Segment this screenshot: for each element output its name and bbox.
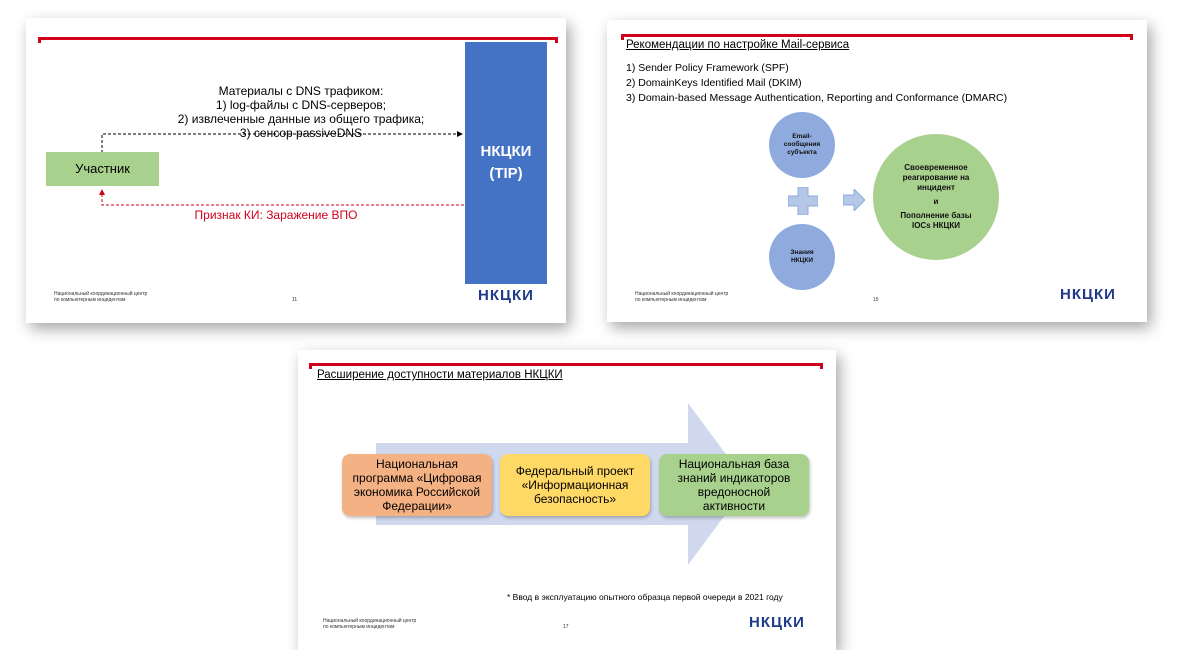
right-arrow-icon xyxy=(843,189,865,211)
slide-right-red-bar xyxy=(1130,34,1133,40)
slide-title: Рекомендации по настройке Mail-сервиса xyxy=(626,39,850,51)
footer-line: Национальный координационный центр xyxy=(54,291,148,297)
project-box xyxy=(500,454,650,516)
red-dashed-arrow-icon xyxy=(102,190,464,205)
project-box-label: Федеральный проект «Информационная безопасность» xyxy=(515,464,635,506)
email-circle-label: Email-сообщения субъекта xyxy=(783,133,821,156)
slide-mail-recommendations xyxy=(607,20,1147,322)
slide-left-red-bar xyxy=(309,363,312,369)
slide-left-red-bar xyxy=(621,34,624,40)
slide-top-red-bar xyxy=(621,34,1133,37)
footer-org xyxy=(54,291,147,303)
result-line-1: Своевременное реагирование на инцидент xyxy=(902,163,970,192)
participant-label: Участник xyxy=(75,161,130,176)
tip-box xyxy=(465,42,547,284)
sign-label: Признак КИ: Заражение ВПО xyxy=(194,208,358,222)
knowledge-circle xyxy=(769,224,835,290)
list-item: 1) Sender Policy Framework (SPF) xyxy=(626,62,789,74)
plus-icon xyxy=(788,187,818,215)
tip-label-1: НКЦКИ xyxy=(480,143,532,160)
page-number: 17 xyxy=(563,624,569,630)
page-number: 15 xyxy=(873,297,879,303)
logo: НКЦКИ xyxy=(749,614,805,631)
list-item: 3) Domain-based Message Authentication, Reporting and Conformance (DMARC) xyxy=(626,92,1008,104)
slide-materials-expansion xyxy=(298,350,836,650)
slide-top-red-bar xyxy=(309,363,823,366)
slide-title: Расширение доступности материалов НКЦКИ xyxy=(317,369,563,381)
tip-label-2: (TIP) xyxy=(489,165,523,182)
slide-right-red-bar xyxy=(820,363,823,369)
email-circle xyxy=(769,112,835,178)
materials-line: 1) log-файлы с DNS-серверов; xyxy=(215,98,387,112)
program-box-label: Национальная программа «Цифровая экономика Российской Федерации» xyxy=(352,457,482,513)
program-box xyxy=(342,454,492,516)
knowledge-base-box-label: Национальная база знаний индикаторов вредоносной активности xyxy=(677,457,791,513)
dashed-arrow-icon xyxy=(102,134,462,153)
footer-line: Национальный координационный центр xyxy=(635,291,729,297)
materials-line: 2) извлеченные данные из общего трафика; xyxy=(177,112,425,126)
logo: НКЦКИ xyxy=(478,287,534,304)
logo: НКЦКИ xyxy=(1060,286,1116,303)
footer-org xyxy=(323,618,416,630)
footer-line: по компьютерным инцидентам xyxy=(635,297,707,303)
knowledge-circle-label: Знания НКЦКИ xyxy=(790,249,814,264)
result-circle xyxy=(873,134,999,260)
footer-line: Национальный координационный центр xyxy=(323,618,417,624)
page-number: 11 xyxy=(292,297,298,303)
participant-box xyxy=(46,152,159,186)
result-and: и xyxy=(933,197,939,206)
result-line-2: Пополнение базы IOCs НКЦКИ xyxy=(900,211,972,230)
slide-dns-materials xyxy=(26,18,566,323)
list-item: 2) DomainKeys Identified Mail (DKIM) xyxy=(626,77,802,89)
footer-org xyxy=(635,291,728,303)
footnote: * Ввод в эксплуатацию опытного образца первой очереди в 2021 году xyxy=(507,592,783,602)
footer-line: по компьютерным инцидентам xyxy=(323,624,395,630)
materials-title: Материалы с DNS трафиком: xyxy=(218,84,384,98)
footer-line: по компьютерным инцидентам xyxy=(54,297,126,303)
recommendation-list xyxy=(626,61,1007,106)
knowledge-base-box xyxy=(659,454,809,516)
materials-line: 3) сенсор passiveDNS xyxy=(239,126,363,140)
